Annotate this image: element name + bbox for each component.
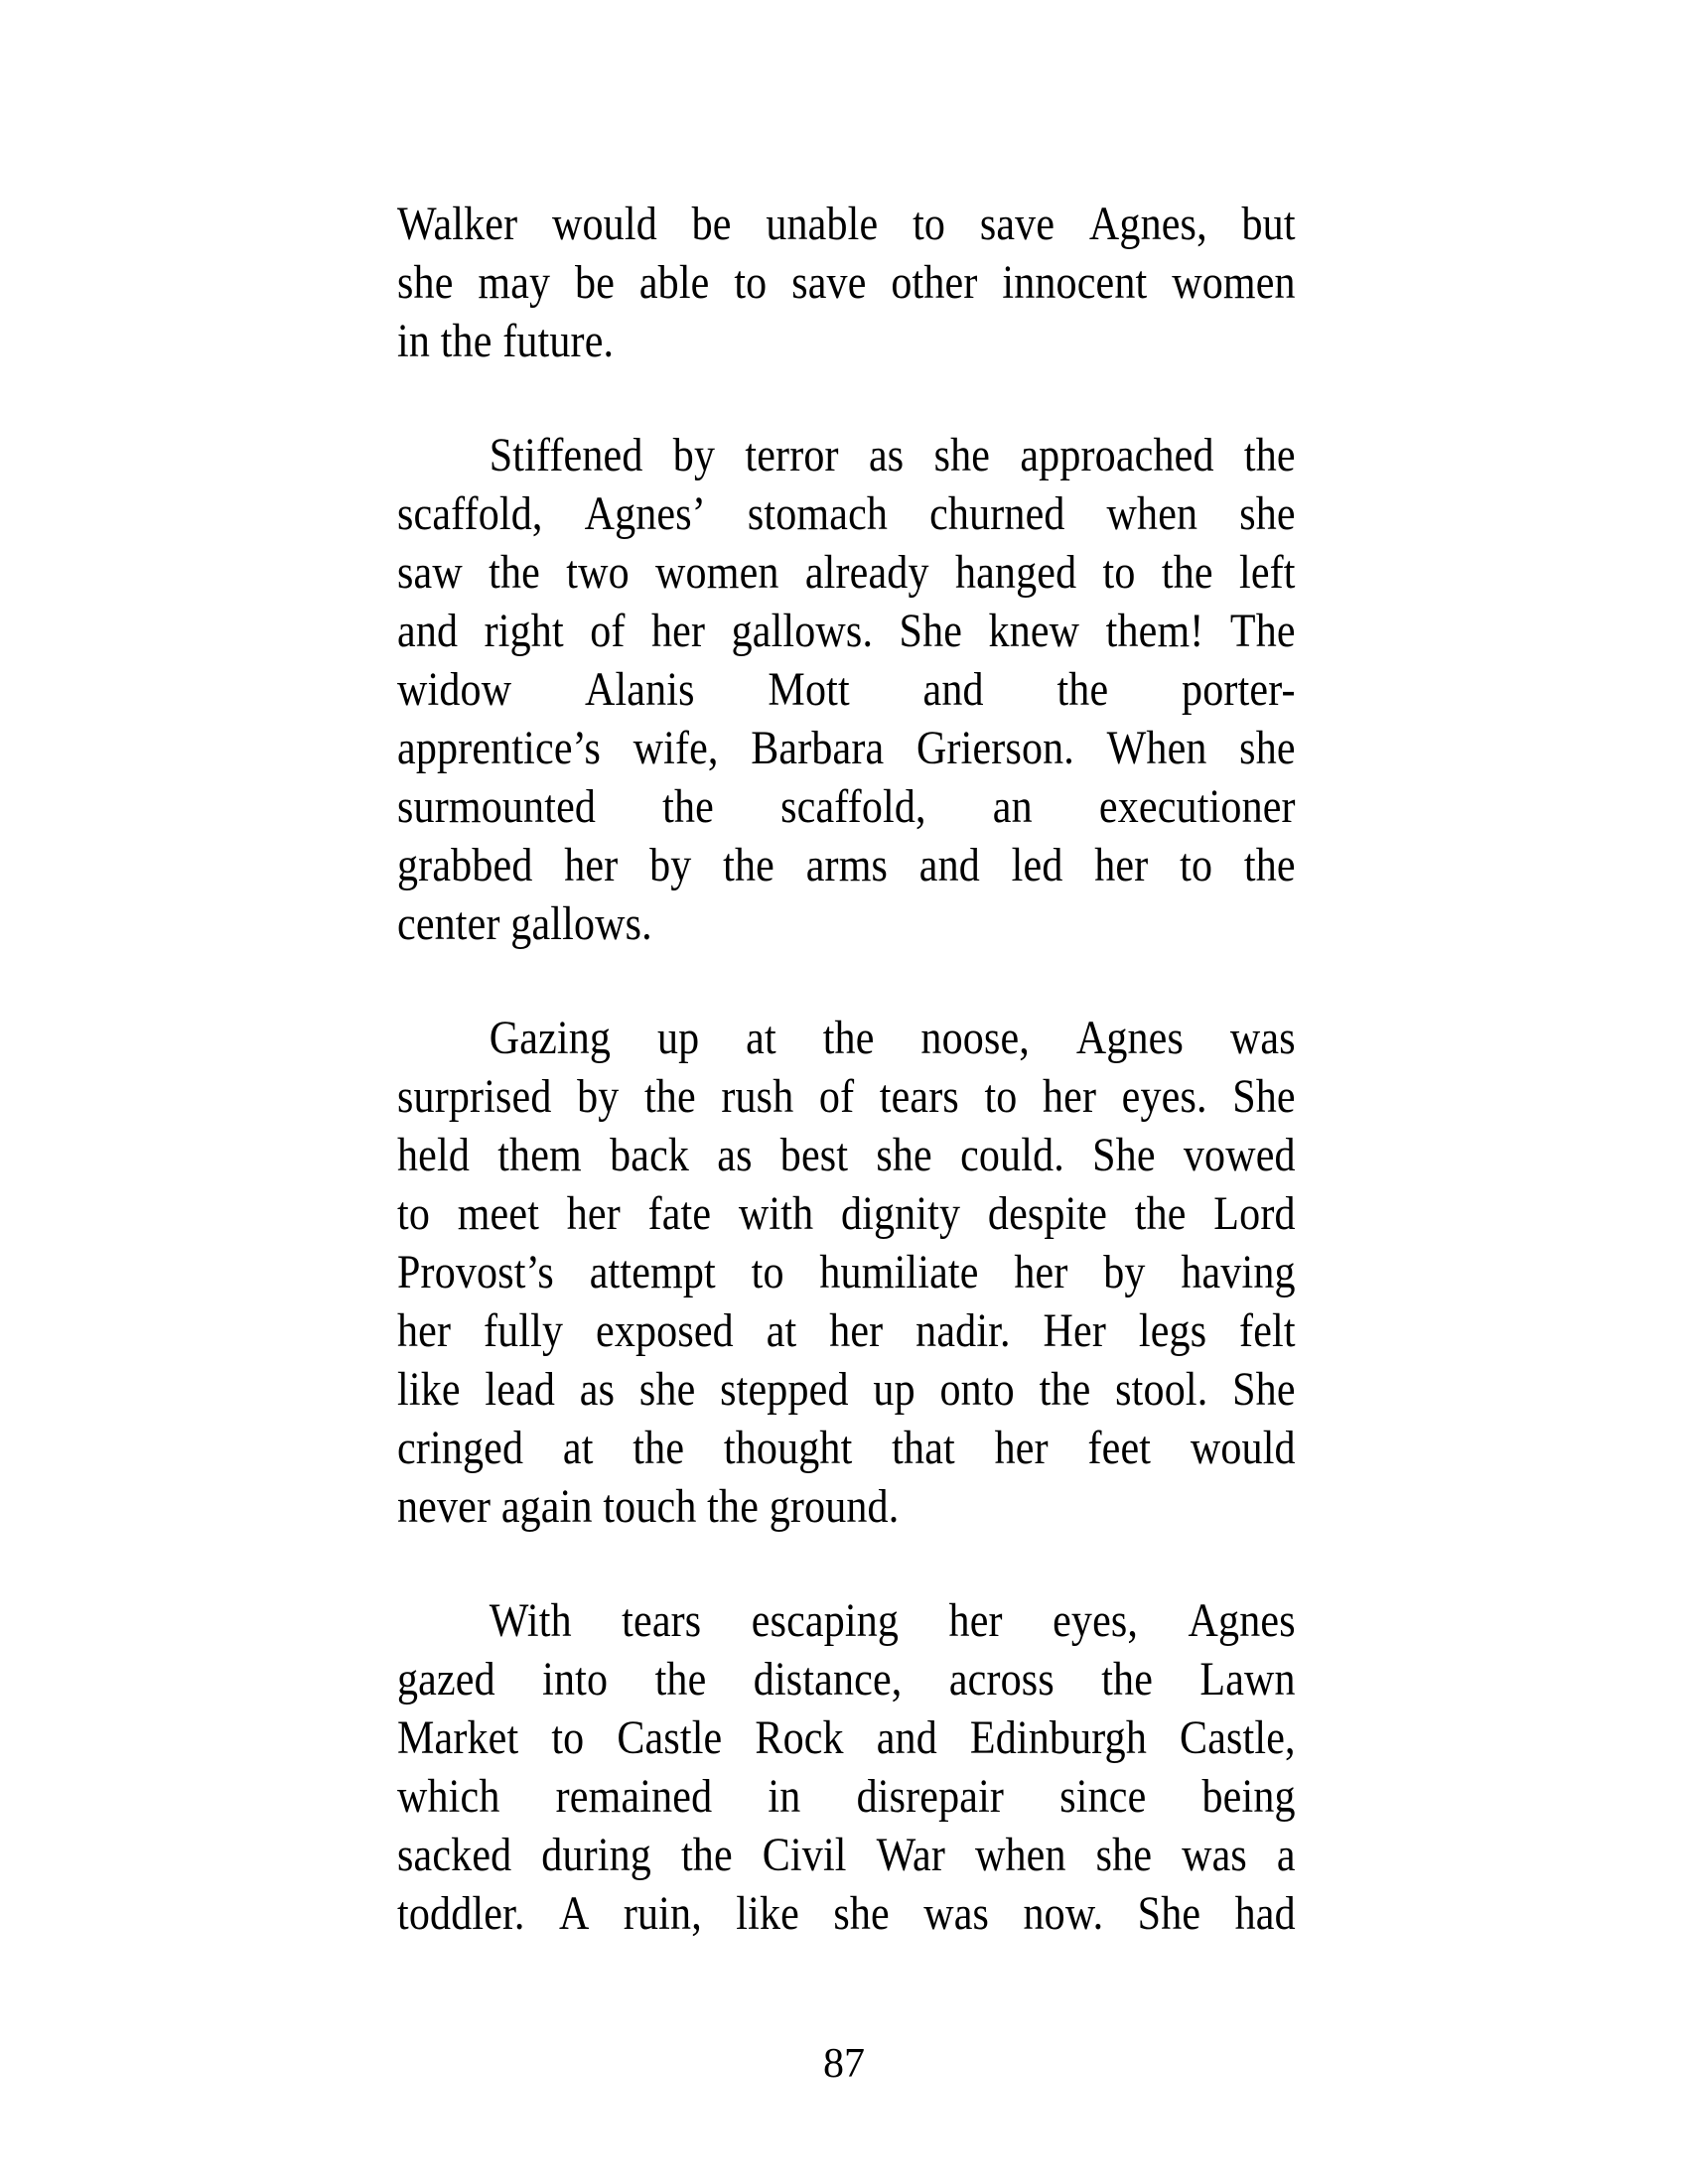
text-line: she may be able to save other innocent women	[397, 256, 1296, 309]
text-line: to meet her fate with dignity despite the Lord	[397, 1187, 1296, 1240]
text-block	[397, 195, 1296, 1943]
text-line: cringed at the thought that her feet would	[397, 1422, 1296, 1474]
text-line: With tears escaping her eyes, Agnes	[489, 1594, 1296, 1647]
text-line: which remained in disrepair since being	[397, 1770, 1296, 1823]
text-line: in the future.	[397, 315, 615, 367]
text-line: apprentice’s wife, Barbara Grierson. When she	[397, 722, 1296, 774]
text-line: widow Alanis Mott and the porter-	[397, 663, 1296, 716]
paragraph	[397, 1591, 1296, 1943]
paragraph	[397, 426, 1296, 953]
text-line: saw the two women already hanged to the left	[397, 546, 1296, 599]
text-line: her fully exposed at her nadir. Her legs felt	[397, 1304, 1296, 1357]
text-line: gazed into the distance, across the Lawn	[397, 1653, 1296, 1706]
text-line: Provost’s attempt to humiliate her by having	[397, 1246, 1296, 1298]
paragraph	[397, 1009, 1296, 1536]
text-line: and right of her gallows. She knew them! The	[397, 605, 1296, 657]
text-line: toddler. A ruin, like she was now. She had	[397, 1887, 1296, 1940]
paragraph	[397, 195, 1296, 370]
text-line: like lead as she stepped up onto the stool. She	[397, 1363, 1296, 1416]
text-line: Walker would be unable to save Agnes, but	[397, 198, 1296, 250]
text-line: surprised by the rush of tears to her eyes. She	[397, 1070, 1296, 1123]
text-line: surmounted the scaffold, an executioner	[397, 780, 1296, 833]
text-line: Market to Castle Rock and Edinburgh Castle,	[397, 1711, 1296, 1764]
text-line: Stiffened by terror as she approached the	[489, 429, 1296, 481]
text-line: grabbed her by the arms and led her to the	[397, 839, 1296, 891]
text-line: sacked during the Civil War when she was a	[397, 1829, 1296, 1881]
text-line: Gazing up at the noose, Agnes was	[489, 1012, 1296, 1064]
page-number: 87	[823, 2041, 865, 2087]
text-line: scaffold, Agnes’ stomach churned when she	[397, 487, 1296, 540]
text-line: never again touch the ground.	[397, 1480, 900, 1533]
text-line: held them back as best she could. She vowed	[397, 1129, 1296, 1181]
text-line: center gallows.	[397, 897, 652, 950]
